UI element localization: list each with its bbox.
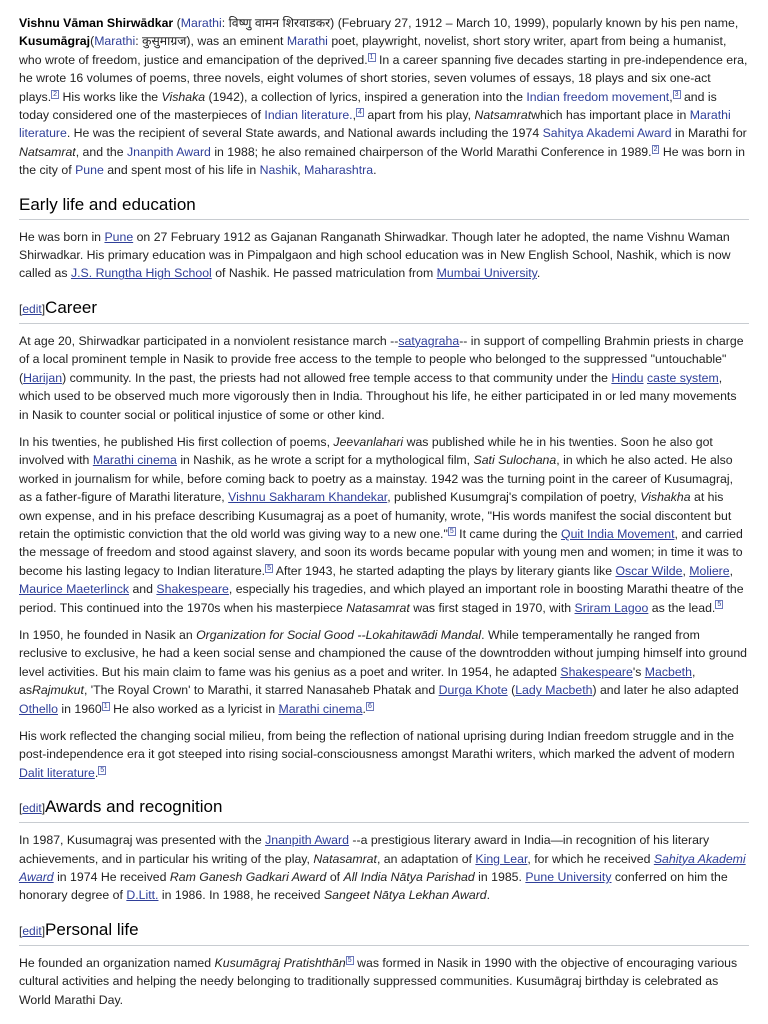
organization-name: Organization for Social Good --Lokahitawādi Mandal (196, 627, 482, 642)
link-pune[interactable]: Pune (75, 163, 104, 178)
link-moliere[interactable]: Moliere (689, 563, 730, 578)
text: At age 20, Shirwadkar participated in a nonviolent resistance march -- (19, 333, 399, 348)
text: and is today considered one of the masterpieces of (19, 89, 717, 123)
text: as the lead. (651, 600, 716, 615)
text: , which used to be observed much more vigorously then in India. Throughout his life, he either participated in or led many movements in Nasik to counter social or political injustice of some or other kind. (19, 370, 737, 422)
text: , 'The Royal Crown' to Marathi, it starred Nanasaheb Phatak and (83, 683, 436, 698)
ref-link[interactable]: 5 (449, 527, 454, 535)
text: 's (632, 664, 642, 679)
edit-bracket: [edit] (19, 923, 46, 938)
work-title: Natasamrat (346, 600, 410, 615)
ref-link[interactable]: 6 (367, 702, 372, 710)
link-maharashtra[interactable]: Maharashtra (304, 163, 374, 178)
text: After 1943, he started adapting the plays by literary giants like (275, 563, 613, 578)
award-name: Ram Ganesh Gadkari Award (169, 870, 327, 885)
link-othello[interactable]: Othello (19, 701, 58, 716)
text: ) and later he also adapted (592, 683, 739, 698)
work-title: Sati Sulochana (473, 453, 557, 468)
link-sriram-lagoo[interactable]: Sriram Lagoo (574, 600, 649, 615)
link-harijan[interactable]: Harijan (23, 370, 63, 385)
link-quit-india[interactable]: Quit India Movement (561, 526, 675, 541)
text: in 1985. (478, 870, 522, 885)
devanagari-name: विष्णु वामन शिरवाडकर (228, 16, 331, 30)
ref-link[interactable]: 2 (53, 90, 58, 98)
link-shakespeare[interactable]: Shakespeare (560, 664, 633, 679)
link-pune-university[interactable]: Pune University (525, 870, 612, 885)
text: . (362, 701, 366, 716)
link-indian-freedom-movement[interactable]: Indian freedom movement (526, 89, 670, 104)
text: in 1988; he also remained chairperson of the World Marathi Conference in 1989. (214, 144, 652, 159)
heading-text: Personal life (45, 919, 139, 939)
link-macbeth[interactable]: Macbeth (644, 664, 692, 679)
text: . While temperamentally he ranged from reclusive to exclusive, he had a keen social sense and championed the cause of the downtrodden without jumping himself into ground level activities. But his main claim to fame was his genius as a poet and writer. In 1954, he adapted (19, 627, 748, 679)
edit-link[interactable]: edit (22, 801, 42, 816)
edit-link[interactable]: edit (22, 301, 42, 316)
early-life-paragraph: He was born in Pune on 27 February 1912 as Gajanan Ranganath Shirwadkar. Though later he adopted, the name Vishnu Waman Shirwadkar. His primary education was in Pimpalgaon and high school education was in New English School, Nashik, which is now called as J.S. Rungtha High School of Nashik. He passed matriculation from Mumbai University. (19, 229, 731, 281)
awards-paragraph (19, 831, 749, 905)
link-marathi-cinema[interactable]: Marathi cinema (278, 701, 363, 716)
text: In 1950, he founded in Nasik an (19, 627, 193, 642)
link-jnanpith-award[interactable]: Jnanpith Award (127, 144, 211, 159)
work-title: Natasamrat (313, 851, 377, 866)
text: , and the (75, 144, 124, 159)
text: ) community. In the past, the priests had not allowed free temple access to that community under the (62, 370, 608, 385)
career-paragraph-1 (19, 332, 749, 424)
award-name: Sangeet Nātya Lekhan Award (323, 888, 487, 903)
text: , and carried the message of freedom and stood against slavery, and soon its words became popular with young men and women; in time it was to become his lasting legacy to Indian literature. (19, 526, 743, 578)
ref-link[interactable]: 5 (717, 601, 722, 609)
heading-text: Awards and recognition (45, 797, 223, 817)
work-title: Vishaka (161, 89, 206, 104)
ref-link[interactable]: 4 (358, 108, 362, 116)
link-hindu[interactable]: Hindu (611, 370, 644, 385)
text: poet, playwright, novelist, short story writer, apart from being a humanist, who wrote of freedom, justice and emancipation of the deprived. (19, 34, 727, 67)
text: (February 27, 1912 – March 10, 1999), popularly known by his pen name, (337, 16, 739, 30)
text: in 1986. In 1988, he received (161, 888, 321, 903)
work-title: Jeevanlahari (333, 434, 404, 449)
text: His works like the (62, 89, 159, 104)
text: He was born in the city of (19, 144, 745, 178)
text: ), was an eminent (186, 34, 284, 49)
ref-link[interactable]: 5 (347, 956, 352, 964)
text: at his own expense, and in his preface describing Kusumagraj as a poet of humanity, wrote, "His words manifest the social discontent but retain the optimistic conviction that the old world was giving way to a new one." (19, 490, 732, 541)
text: . (486, 888, 491, 903)
ref-link[interactable]: 1 (369, 53, 374, 61)
link-lady-macbeth[interactable]: Lady Macbeth (515, 683, 593, 698)
link-rungtha-school[interactable]: J.S. Rungtha High School (70, 266, 212, 281)
link-nashik[interactable]: Nashik (259, 163, 298, 178)
career-paragraph-4 (19, 727, 749, 782)
subject-name: Vishnu Vāman Shirwādkar (19, 16, 174, 30)
edit-link[interactable]: edit (22, 923, 42, 938)
text: was published while he in his twenties. Soon he also got involved with (19, 434, 713, 468)
link-durga-khote[interactable]: Durga Khote (438, 683, 508, 698)
heading-text: Early life and education (19, 194, 196, 214)
ref-link[interactable]: 3 (674, 90, 679, 98)
text: , for which he received (527, 851, 651, 866)
text: in 1974 He received (57, 870, 167, 885)
link-marathi[interactable]: Marathi (286, 34, 328, 49)
link-oscar-wilde[interactable]: Oscar Wilde (615, 563, 683, 578)
text: , especially his tragedies, and which played an important role in boosting Marathi theatre of the period. This continued into the 1970s when his masterpiece (19, 582, 744, 615)
link-dalit-literature[interactable]: Dalit literature (19, 765, 95, 780)
text: In his twenties, he published His first collection of poems, (19, 434, 330, 449)
ref-link[interactable]: 5 (100, 766, 105, 774)
section-heading-early-life (19, 194, 749, 220)
ref-link[interactable]: 5 (267, 564, 271, 572)
work-title: Natsamrat (474, 108, 532, 123)
text: He also worked as a lyricist in (113, 701, 276, 716)
section-heading-personal-life (19, 919, 749, 946)
text: , as (19, 664, 696, 698)
text: conferred on him the honorary degree of (19, 870, 728, 903)
organization-name: All India Nātya Parishad (343, 870, 475, 885)
text: . He was the recipient of several State awards, and National awards including the 1974 (66, 126, 540, 141)
link-pune[interactable]: Pune (104, 229, 134, 244)
text: apart from his play, (367, 108, 472, 123)
text: His work reflected the changing social milieu, from being the reflection of national uprising during Indian freedom struggle and in the post-independence era it got steeped into rising social-consciousness amongst Marathi writers, which marked the advent of modern (19, 729, 735, 762)
text: in Marathi for (675, 126, 747, 141)
link-caste-system[interactable]: caste system (646, 370, 719, 385)
text: in 1960 (61, 701, 102, 716)
text: was first staged in 1970, with (413, 600, 572, 615)
link-jnanpith-award[interactable]: Jnanpith Award (265, 833, 349, 848)
personal-life-paragraph (19, 954, 749, 1009)
link-dlitt[interactable]: D.Litt. (126, 888, 159, 903)
work-title: Rajmukut (32, 683, 84, 698)
intro-paragraph: Vishnu Vāman Shirwādkar (Marathi: विष्णु वामन शिरवाडकर) (February 27, 1912 – March 10, 1999), popularly known by his pen name, Kusumāgraj(Marathi: कुसुमाग्रज), was an eminent Marathi poet, playwright, novelist, short story writer, apart from being a humanist, who wrote of freedom, justice and emancipation of the deprived. $^1$ In a career spanning five decades starting in pre-independence era, he wrote 16 volumes of poems, three novels, eight volumes of short stories, seven volumes of essays, 18 plays and six one-act plays. $^2$ His works like the Vishaka (1942), a collection of lyrics, inspired a generation into the Indian freedom movement, $^3$ and is today considered one of the masterpieces of Indian literature., $^4$ apart from his play, Natsamratwhich has important place in Marathi literature. He was the recipient of several State awards, and National awards including the 1974 Sahitya Akademi Award in Marathi for Natsamrat, and the Jnanpith Award in 1988; he also remained chairperson of the World Marathi Conference in 1989. $^2$ He was born in the city of Pune and spent most of his life in Nashik, Maharashtra. (19, 16, 748, 178)
text: (1942), a collection of lyrics, inspired a generation into the (208, 89, 523, 104)
text: and spent most of his life in (107, 163, 257, 178)
organization-name: Kusumāgraj Pratishthān (214, 955, 346, 970)
link-marathi-cinema[interactable]: Marathi cinema (92, 453, 177, 468)
section-heading-career (19, 297, 749, 324)
text: He was born in (19, 229, 102, 244)
link-marathi-literature[interactable]: Marathi literature (19, 108, 731, 141)
heading-text: Career (45, 297, 98, 317)
edit-bracket: [edit] (19, 801, 46, 816)
section-heading-awards (19, 796, 749, 823)
link-khandekar[interactable]: Vishnu Sakharam Khandekar (228, 490, 388, 505)
link-shakespeare[interactable]: Shakespeare (156, 582, 229, 597)
ref-link[interactable]: 1 (103, 702, 108, 710)
text: ( (511, 683, 516, 698)
text: He founded an organization named (19, 955, 212, 970)
text: of (329, 870, 341, 885)
career-paragraph-2: In his twenties, he published His first collection of poems, Jeevanlahari was published while he in his twenties. Soon he also got involved with Marathi cinema in Nashik, as he wrote a script for a mythological film, Sati Sulochana, in which he also acted. He also worked in journalism for while, before coming back to poetry as a mainstay. 1942 was the turning point in the career of Kusumagraj, as a father-figure of Marathi literature, Vishnu Sakharam Khandekar, published Kusumgraj's compilation of poetry, Vishakha at his own expense, and in his preface describing Kusumagraj as a poet of humanity, wrote, "His words manifest the social discontent but retain the optimistic conviction that the old world was giving way to a new one." $^5$ It came during the Quit India Movement, and carried the message of freedom and stood against slavery, and soon its words became popular with young men and women; in time it was to become his lasting legacy to Indian literature. $^5$ After 1943, he started adapting the plays by literary giants like Oscar Wilde, Moliere, Maurice Maeterlinck and Shakespeare, especially his tragedies, and which played an important role in boosting Marathi theatre of the period. This continued into the 1970s when his masterpiece Natasamrat was first staged in 1970, with Sriram Lagoo as the lead. $^5$ (19, 434, 744, 615)
link-sahitya-akademi-award[interactable]: Sahitya Akademi Award (19, 851, 746, 885)
text: --a prestigious literary award in India—in recognition of his literary achievements, and in particular his writing of the play, (19, 833, 710, 866)
text: -- in support of compelling Brahmin priests in charge of a local prominent temple in Nasik to provide free access to the temple to people who belonged to the suppressed "untouchable" ( (19, 333, 744, 385)
ref-link[interactable]: 2 (653, 145, 658, 153)
link-marathi-language[interactable]: Marathi (180, 16, 222, 30)
text: on 27 February 1912 as Gajanan Ranganath Shirwadkar. Though later he adopted, the name Vishnu Waman Shirwadkar. His primary education was in Pimpalgaon and high school education was in New English School, Nashik, which is now called as (19, 229, 731, 281)
text: In a career spanning five decades starting in pre-independence era, he wrote 16 volumes of poems, three novels, eight volumes of short stories, seven volumes of essays, 18 plays and six one-act plays. (19, 52, 748, 104)
text: In 1987, Kusumagraj was presented with the (19, 833, 262, 848)
text: was formed in Nasik in 1990 with the objective of encouraging various cultural activities and helping the needy belonging to traditionally suppressed communities. Kusumāgraj birthday is celebrated as World Marathi Day. (19, 955, 738, 1007)
link-indian-literature[interactable]: Indian literature. (264, 108, 353, 123)
text: It came during the (459, 526, 558, 541)
work-title: Vishakha (640, 490, 691, 505)
link-satyagraha[interactable]: satyagraha (398, 333, 460, 348)
edit-bracket: [edit] (19, 301, 46, 316)
text: , published Kusumgraj's compilation of poetry, (387, 490, 637, 505)
text: , in which he also acted. He also worked in journalism for while, before coming back to poetry as a mainstay. 1942 was the turning point in the career of Kusumagraj, as a father-figure of Marathi literature, (19, 453, 734, 505)
work-title: Natsamrat (19, 144, 76, 159)
link-king-lear[interactable]: King Lear (475, 851, 528, 866)
text: . (94, 765, 99, 780)
link-marathi-language-2[interactable]: Marathi (94, 34, 136, 49)
text: of Nashik. He passed matriculation from (215, 266, 434, 281)
text: in Nashik, as he wrote a script for a mythological film, (180, 453, 471, 468)
pen-name: Kusumāgraj (19, 34, 91, 49)
devanagari-pen-name: कुसुमाग्रज (142, 34, 187, 49)
career-paragraph-3 (19, 626, 749, 718)
link-sahitya-akademi-award[interactable]: Sahitya Akademi Award (542, 126, 672, 141)
text: which has important place in (531, 108, 687, 123)
text: and (132, 582, 153, 597)
link-mumbai-university[interactable]: Mumbai University (436, 266, 537, 281)
text: , an adaptation of (376, 851, 472, 866)
link-maeterlinck[interactable]: Maurice Maeterlinck (19, 582, 130, 597)
